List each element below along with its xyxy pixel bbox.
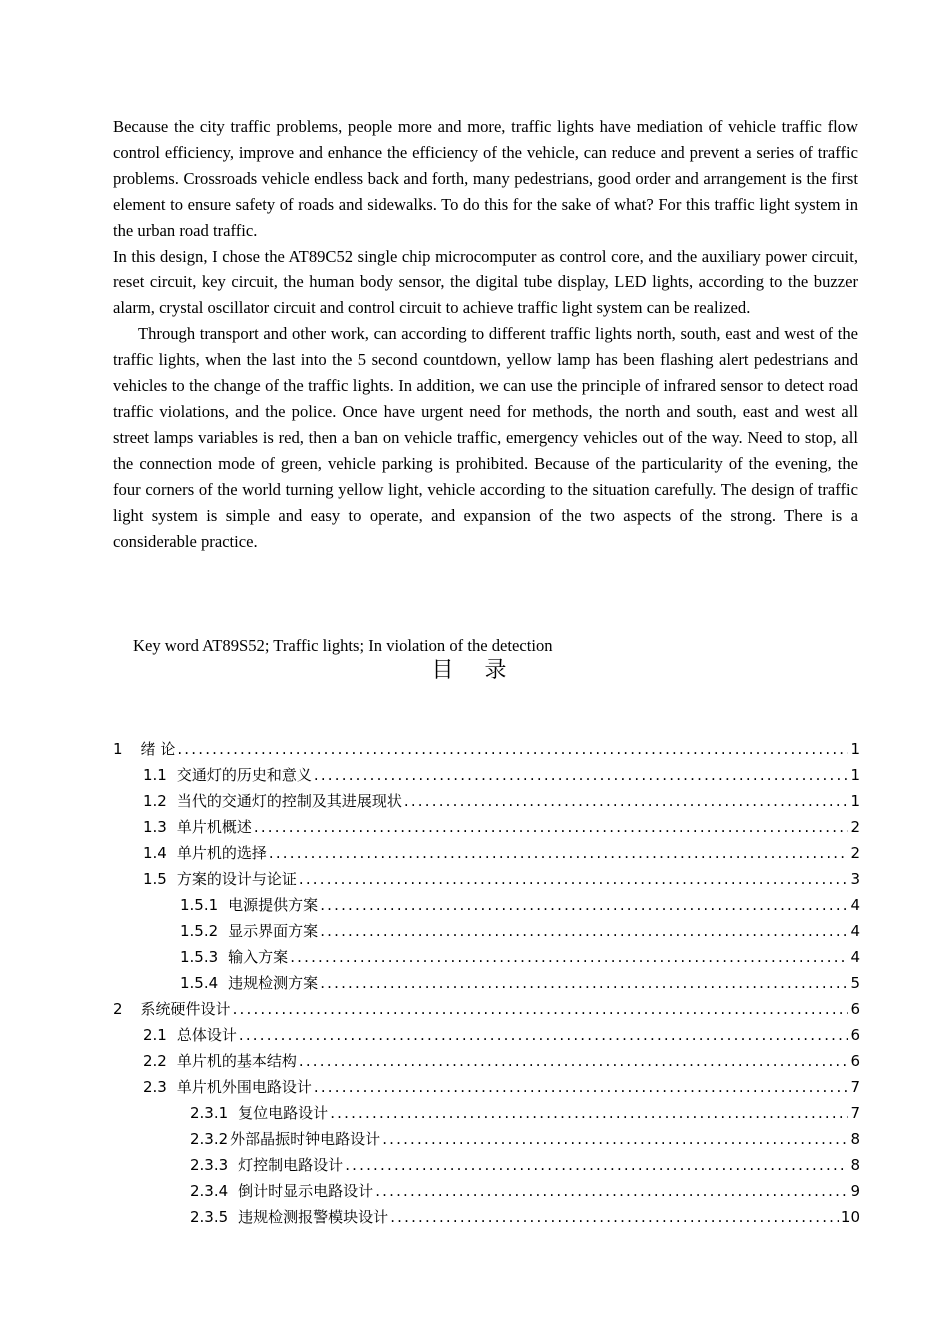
abstract-paragraph-2: In this design, I chose the AT89C52 single chip microcomputer as control core, and the auxiliary power circuit, reset circuit, key circuit, the human body sensor, the digital tube display, LED lights, according to the buzzer alarm, crystal oscillator circuit and control circuit to achieve traffic light system can be realized. [113, 246, 858, 318]
abstract-paragraph-3: Through transport and other work, can according to different traffic lights north, south, east and west of the traffic lights, when the last into the 5 second countdown, yellow lamp has been flashing alert pedestrians and vehicles to the change of the traffic lights. In addition, we can use the principle of infrared sensor to detect road traffic violations, and the police. Once have urgent need for methods, the north and south, east and west all street lamps variables is red, then a ban on vehicle traffic, emergency vehicles out of the way. Need to stop, all the connection mode of green, vehicle parking is prohibited. Because of the particularity of the evening, the four corners of the world turning yellow light, vehicle according to the situation carefully. The design of traffic light system is simple and easy to operate, and expansion of the two aspects of the strong. There is a considerable practice. [113, 324, 858, 551]
toc-number: 2.3.5 [190, 1208, 229, 1226]
toc-title-text: 绪 论 [140, 740, 176, 758]
toc-entry[interactable] [113, 1048, 860, 1074]
toc-page: 6 [850, 1026, 860, 1044]
dot-leader [314, 1074, 849, 1100]
toc-title: 目 录 [431, 658, 519, 683]
toc-number: 2.3.4 [190, 1182, 229, 1200]
toc-page: 4 [850, 948, 860, 966]
dot-leader [233, 996, 849, 1022]
dot-leader [239, 1022, 849, 1048]
toc-page: 6 [850, 1052, 860, 1070]
toc-entry[interactable] [113, 788, 860, 814]
toc-number: 1.2 [143, 792, 167, 810]
keywords: Key word AT89S52; Traffic lights; In violation of the detection [133, 636, 553, 655]
toc-entry[interactable] [113, 762, 860, 788]
toc-title-text: 单片机的选择 [176, 844, 267, 862]
dot-leader [320, 918, 848, 944]
toc-page: 8 [850, 1130, 860, 1148]
toc-title-text: 复位电路设计 [238, 1104, 329, 1122]
toc-title-text: 输入方案 [228, 948, 289, 966]
toc-page: 2 [850, 844, 860, 862]
dot-leader [345, 1152, 848, 1178]
toc-title-text: 总体设计 [176, 1026, 237, 1044]
toc-page: 2 [850, 818, 860, 836]
toc-number: 2.3 [143, 1078, 167, 1096]
dot-leader [269, 840, 849, 866]
toc-number: 2 [113, 1000, 123, 1018]
toc-page: 4 [850, 896, 860, 914]
toc-title-text: 违规检测方案 [228, 974, 319, 992]
table-of-contents [113, 736, 860, 1230]
toc-entry[interactable] [113, 1074, 860, 1100]
toc-page: 8 [850, 1156, 860, 1174]
toc-number: 1.1 [143, 766, 167, 784]
toc-number: 1.5.4 [180, 974, 219, 992]
toc-title-text: 外部晶振时钟电路设计 [230, 1130, 381, 1148]
toc-page: 3 [850, 870, 860, 888]
toc-entry[interactable] [113, 944, 860, 970]
toc-number: 1 [113, 740, 123, 758]
toc-title-text: 倒计时显示电路设计 [238, 1182, 374, 1200]
toc-entry[interactable] [113, 970, 860, 996]
toc-entry[interactable] [113, 892, 860, 918]
dot-leader [404, 788, 849, 814]
toc-page: 10 [840, 1208, 860, 1226]
toc-title-text: 显示界面方案 [228, 922, 319, 940]
toc-title-text: 系统硬件设计 [140, 1000, 231, 1018]
toc-title-text: 交通灯的历史和意义 [176, 766, 312, 784]
toc-number: 2.3.1 [190, 1104, 229, 1122]
toc-title-text: 违规检测报警模块设计 [238, 1208, 389, 1226]
toc-entry[interactable] [113, 1022, 860, 1048]
abstract-paragraph-1: Because the city traffic problems, people more and more, traffic lights have mediation of vehicle traffic flow control efficiency, improve and enhance the efficiency of the vehicle, can reduce and prevent a series of traffic problems. Crossroads vehicle endless back and forth, many pedestrians, good order and arrangement is the first element to ensure safety of roads and sidewalks. To do this for the sake of what? For this traffic light system in the urban road traffic. [113, 117, 858, 240]
toc-title-text: 单片机的基本结构 [176, 1052, 297, 1070]
toc-entry[interactable] [113, 996, 860, 1022]
toc-title-text: 电源提供方案 [228, 896, 319, 914]
toc-page: 4 [850, 922, 860, 940]
toc-page: 6 [850, 1000, 860, 1018]
dot-leader [375, 1178, 848, 1204]
toc-number: 2.1 [143, 1026, 167, 1044]
toc-title-text: 方案的设计与论证 [176, 870, 297, 888]
toc-page: 1 [850, 792, 860, 810]
toc-page: 7 [850, 1078, 860, 1096]
toc-entry[interactable] [113, 1100, 860, 1126]
toc-page: 9 [850, 1182, 860, 1200]
dot-leader [177, 736, 848, 762]
toc-title-text: 单片机外围电路设计 [176, 1078, 312, 1096]
toc-entry[interactable] [113, 814, 860, 840]
toc-number: 1.5.3 [180, 948, 219, 966]
toc-page: 5 [850, 974, 860, 992]
toc-entry[interactable] [113, 866, 860, 892]
dot-leader [290, 944, 848, 970]
dot-leader [390, 1204, 839, 1230]
toc-number: 2.2 [143, 1052, 167, 1070]
toc-number: 1.5.1 [180, 896, 219, 914]
toc-page: 7 [850, 1104, 860, 1122]
dot-leader [320, 970, 848, 996]
toc-page: 1 [850, 766, 860, 784]
toc-title-text: 当代的交通灯的控制及其进展现状 [176, 792, 402, 810]
toc-title-text: 单片机概述 [176, 818, 252, 836]
toc-number: 1.4 [143, 844, 167, 862]
toc-number: 1.5 [143, 870, 167, 888]
dot-leader [314, 762, 849, 788]
toc-number: 1.5.2 [180, 922, 219, 940]
dot-leader [299, 1048, 849, 1074]
dot-leader [320, 892, 848, 918]
toc-entry[interactable] [113, 1126, 860, 1152]
toc-entry[interactable] [113, 840, 860, 866]
toc-page: 1 [850, 740, 860, 758]
dot-leader [382, 1126, 848, 1152]
dot-leader [299, 866, 849, 892]
toc-entry[interactable] [113, 1204, 860, 1230]
toc-number: 2.3.2 [190, 1130, 229, 1148]
toc-entry[interactable] [113, 1152, 860, 1178]
toc-entry[interactable] [113, 1178, 860, 1204]
toc-entry[interactable] [113, 736, 860, 762]
abstract [113, 114, 858, 554]
dot-leader [330, 1100, 848, 1126]
toc-entry[interactable] [113, 918, 860, 944]
toc-number: 2.3.3 [190, 1156, 229, 1174]
toc-number: 1.3 [143, 818, 167, 836]
toc-title-text: 灯控制电路设计 [238, 1156, 344, 1174]
dot-leader [254, 814, 849, 840]
